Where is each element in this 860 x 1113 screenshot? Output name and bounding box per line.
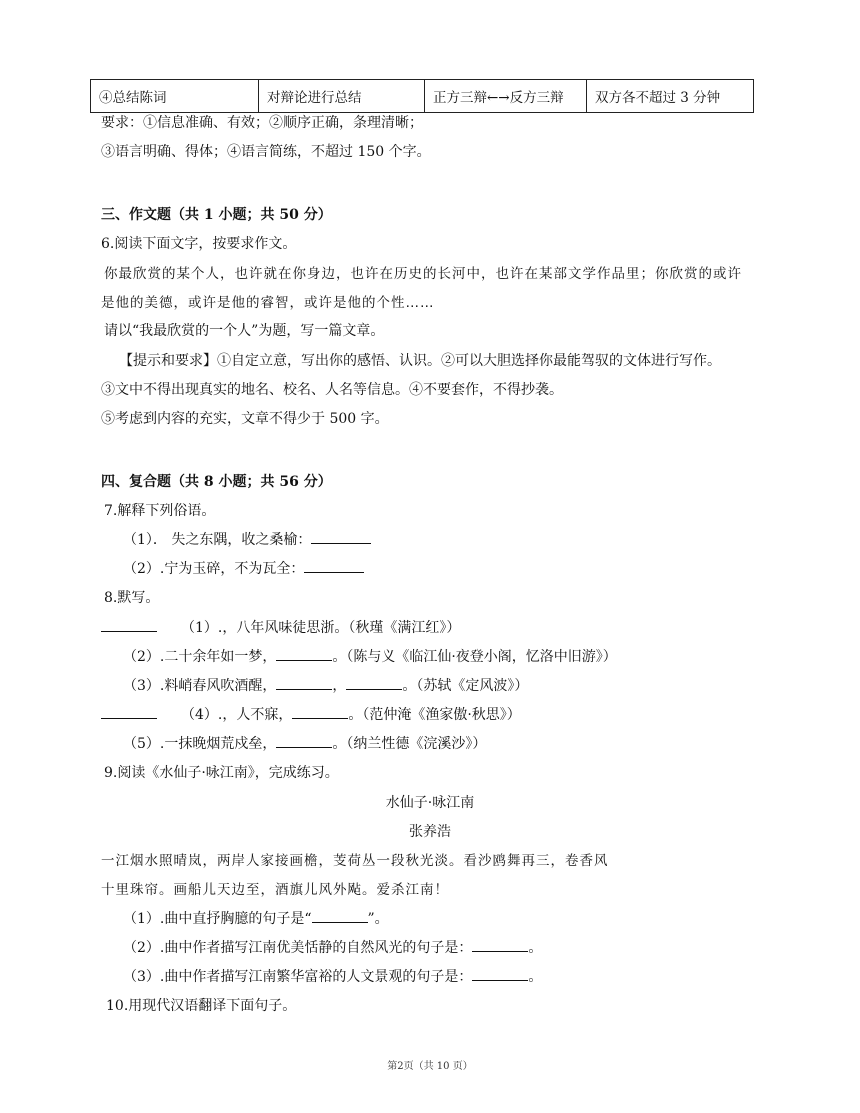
q9-item-1: [123, 908, 389, 930]
poem-author: 张养浩: [409, 824, 451, 840]
answer-blank[interactable]: [346, 675, 402, 690]
answer-blank[interactable]: [276, 675, 332, 690]
section-3-heading: 三、作文题（共 1 小题；共 50 分）: [101, 207, 332, 223]
q8-title: 8.默写。: [104, 590, 160, 606]
q9-item-3-text-a: （3）.曲中作者描写江南繁华富裕的人文景观的句子是：: [123, 969, 473, 985]
poem-title: 水仙子·咏江南: [385, 795, 475, 811]
table-cell-speakers: 正方三辩←→反方三辩: [425, 80, 587, 113]
requirements-line-1: 要求：①信息准确、有效；②顺序正确，条理清晰；: [101, 115, 423, 131]
table-cell-time: 双方各不超过 3 分钟: [587, 80, 754, 113]
answer-blank[interactable]: [472, 966, 528, 981]
q6-passage-line-2: 是他的美德，或许是他的睿智，或许是他的个性……: [101, 295, 435, 311]
q8-item-5-text-b: 。（纳兰性德《浣溪沙》）: [332, 736, 487, 752]
q8-item-3-text-c: 。（苏轼《定风波》）: [402, 678, 529, 694]
answer-blank[interactable]: [101, 617, 157, 632]
q7-item-2: [123, 558, 364, 580]
q8-item-4: [101, 704, 521, 726]
answer-blank[interactable]: [472, 937, 528, 952]
table-cell-task: 对辩论进行总结: [259, 80, 425, 113]
q6-tips-line-3: ⑤考虑到内容的充实，文章不得少于 500 字。: [101, 411, 389, 427]
answer-blank[interactable]: [276, 646, 332, 661]
answer-blank[interactable]: [276, 733, 332, 748]
debate-rule-table: [90, 79, 754, 113]
q6-passage-line-1: 你最欣赏的某个人，也许就在你身边，也许在历史的长河中，也许在某部文学作品里；你欣赏的或许: [104, 266, 742, 282]
q8-item-3-text-a: （3）.料峭春风吹酒醒，: [123, 678, 277, 694]
q6-title: 6.阅读下面文字，按要求作文。: [101, 236, 297, 252]
page-footer: 第2页（共 10 页）: [387, 1061, 473, 1072]
q7-title: 7.解释下列俗语。: [104, 503, 216, 519]
q9-item-1-text-a: （1）.曲中直抒胸臆的句子是“: [123, 911, 312, 927]
q9-item-2: [123, 937, 542, 959]
q9-item-3-text-b: 。: [528, 969, 543, 985]
poem-line-2: 十里珠帘。画船儿天边至，酒旗儿风外飐。爱杀江南！: [101, 882, 449, 898]
table-row: [91, 80, 754, 113]
q9-item-2-text-a: （2）.曲中作者描写江南优美恬静的自然风光的句子是：: [123, 940, 473, 956]
q8-item-2-text-a: （2）.二十余年如一梦，: [123, 649, 277, 665]
q8-item-1-text: （1）.，八年风味徒思浙。（秋瑾《满江红》）: [181, 620, 461, 636]
q6-tips-line-2: ③文中不得出现真实的地名、校名、人名等信息。④不要套作，不得抄袭。: [101, 382, 563, 398]
q7-item-2-text: （2）.宁为玉碎，不为瓦全：: [123, 561, 305, 577]
answer-blank[interactable]: [292, 704, 348, 719]
q8-item-4-text-a: （4）.，人不寐，: [181, 707, 293, 723]
q10-title: 10.用现代汉语翻译下面句子。: [106, 998, 297, 1014]
q7-item-1-text: （1）． 失之东隅，收之桑榆：: [123, 532, 312, 548]
answer-blank[interactable]: [312, 908, 368, 923]
table-cell-stage: ④总结陈词: [91, 80, 259, 113]
answer-blank[interactable]: [311, 529, 371, 544]
q6-tips-line-1: 【提示和要求】①自定立意，写出你的感悟、认识。②可以大胆选择你最能驾驭的文体进行写作。: [119, 353, 721, 369]
q8-item-5: [123, 733, 486, 755]
answer-blank[interactable]: [304, 558, 364, 573]
q9-item-3: [123, 966, 542, 988]
q6-prompt: 请以“我最欣赏的一个人”为题，写一篇文章。: [104, 323, 385, 339]
q9-item-1-text-b: ”。: [367, 911, 389, 927]
q8-item-5-text-a: （5）.一抹晚烟荒戍垒，: [123, 736, 277, 752]
poem-line-1: 一江烟水照晴岚，两岸人家接画檐，芰荷丛一段秋光淡。看沙鸥舞再三，卷香风: [101, 853, 609, 869]
q8-item-4-text-b: 。（范仲淹《渔家傲·秋思》）: [348, 707, 521, 723]
requirements-line-2: ③语言明确、得体；④语言简练，不超过 150 个字。: [101, 144, 431, 160]
q8-item-3-text-b: ，: [332, 678, 347, 694]
q7-item-1: [123, 529, 371, 551]
section-4-heading: 四、复合题（共 8 小题；共 56 分）: [101, 474, 332, 490]
q8-item-3: [123, 675, 528, 697]
q8-item-2: [123, 646, 617, 668]
q8-item-2-text-b: 。（陈与义《临江仙·夜登小阁，忆洛中旧游》）: [332, 649, 617, 665]
q8-item-1: [101, 617, 460, 639]
answer-blank[interactable]: [101, 704, 157, 719]
q9-item-2-text-b: 。: [528, 940, 543, 956]
q9-title: 9.阅读《水仙子·咏江南》，完成练习。: [104, 765, 339, 781]
